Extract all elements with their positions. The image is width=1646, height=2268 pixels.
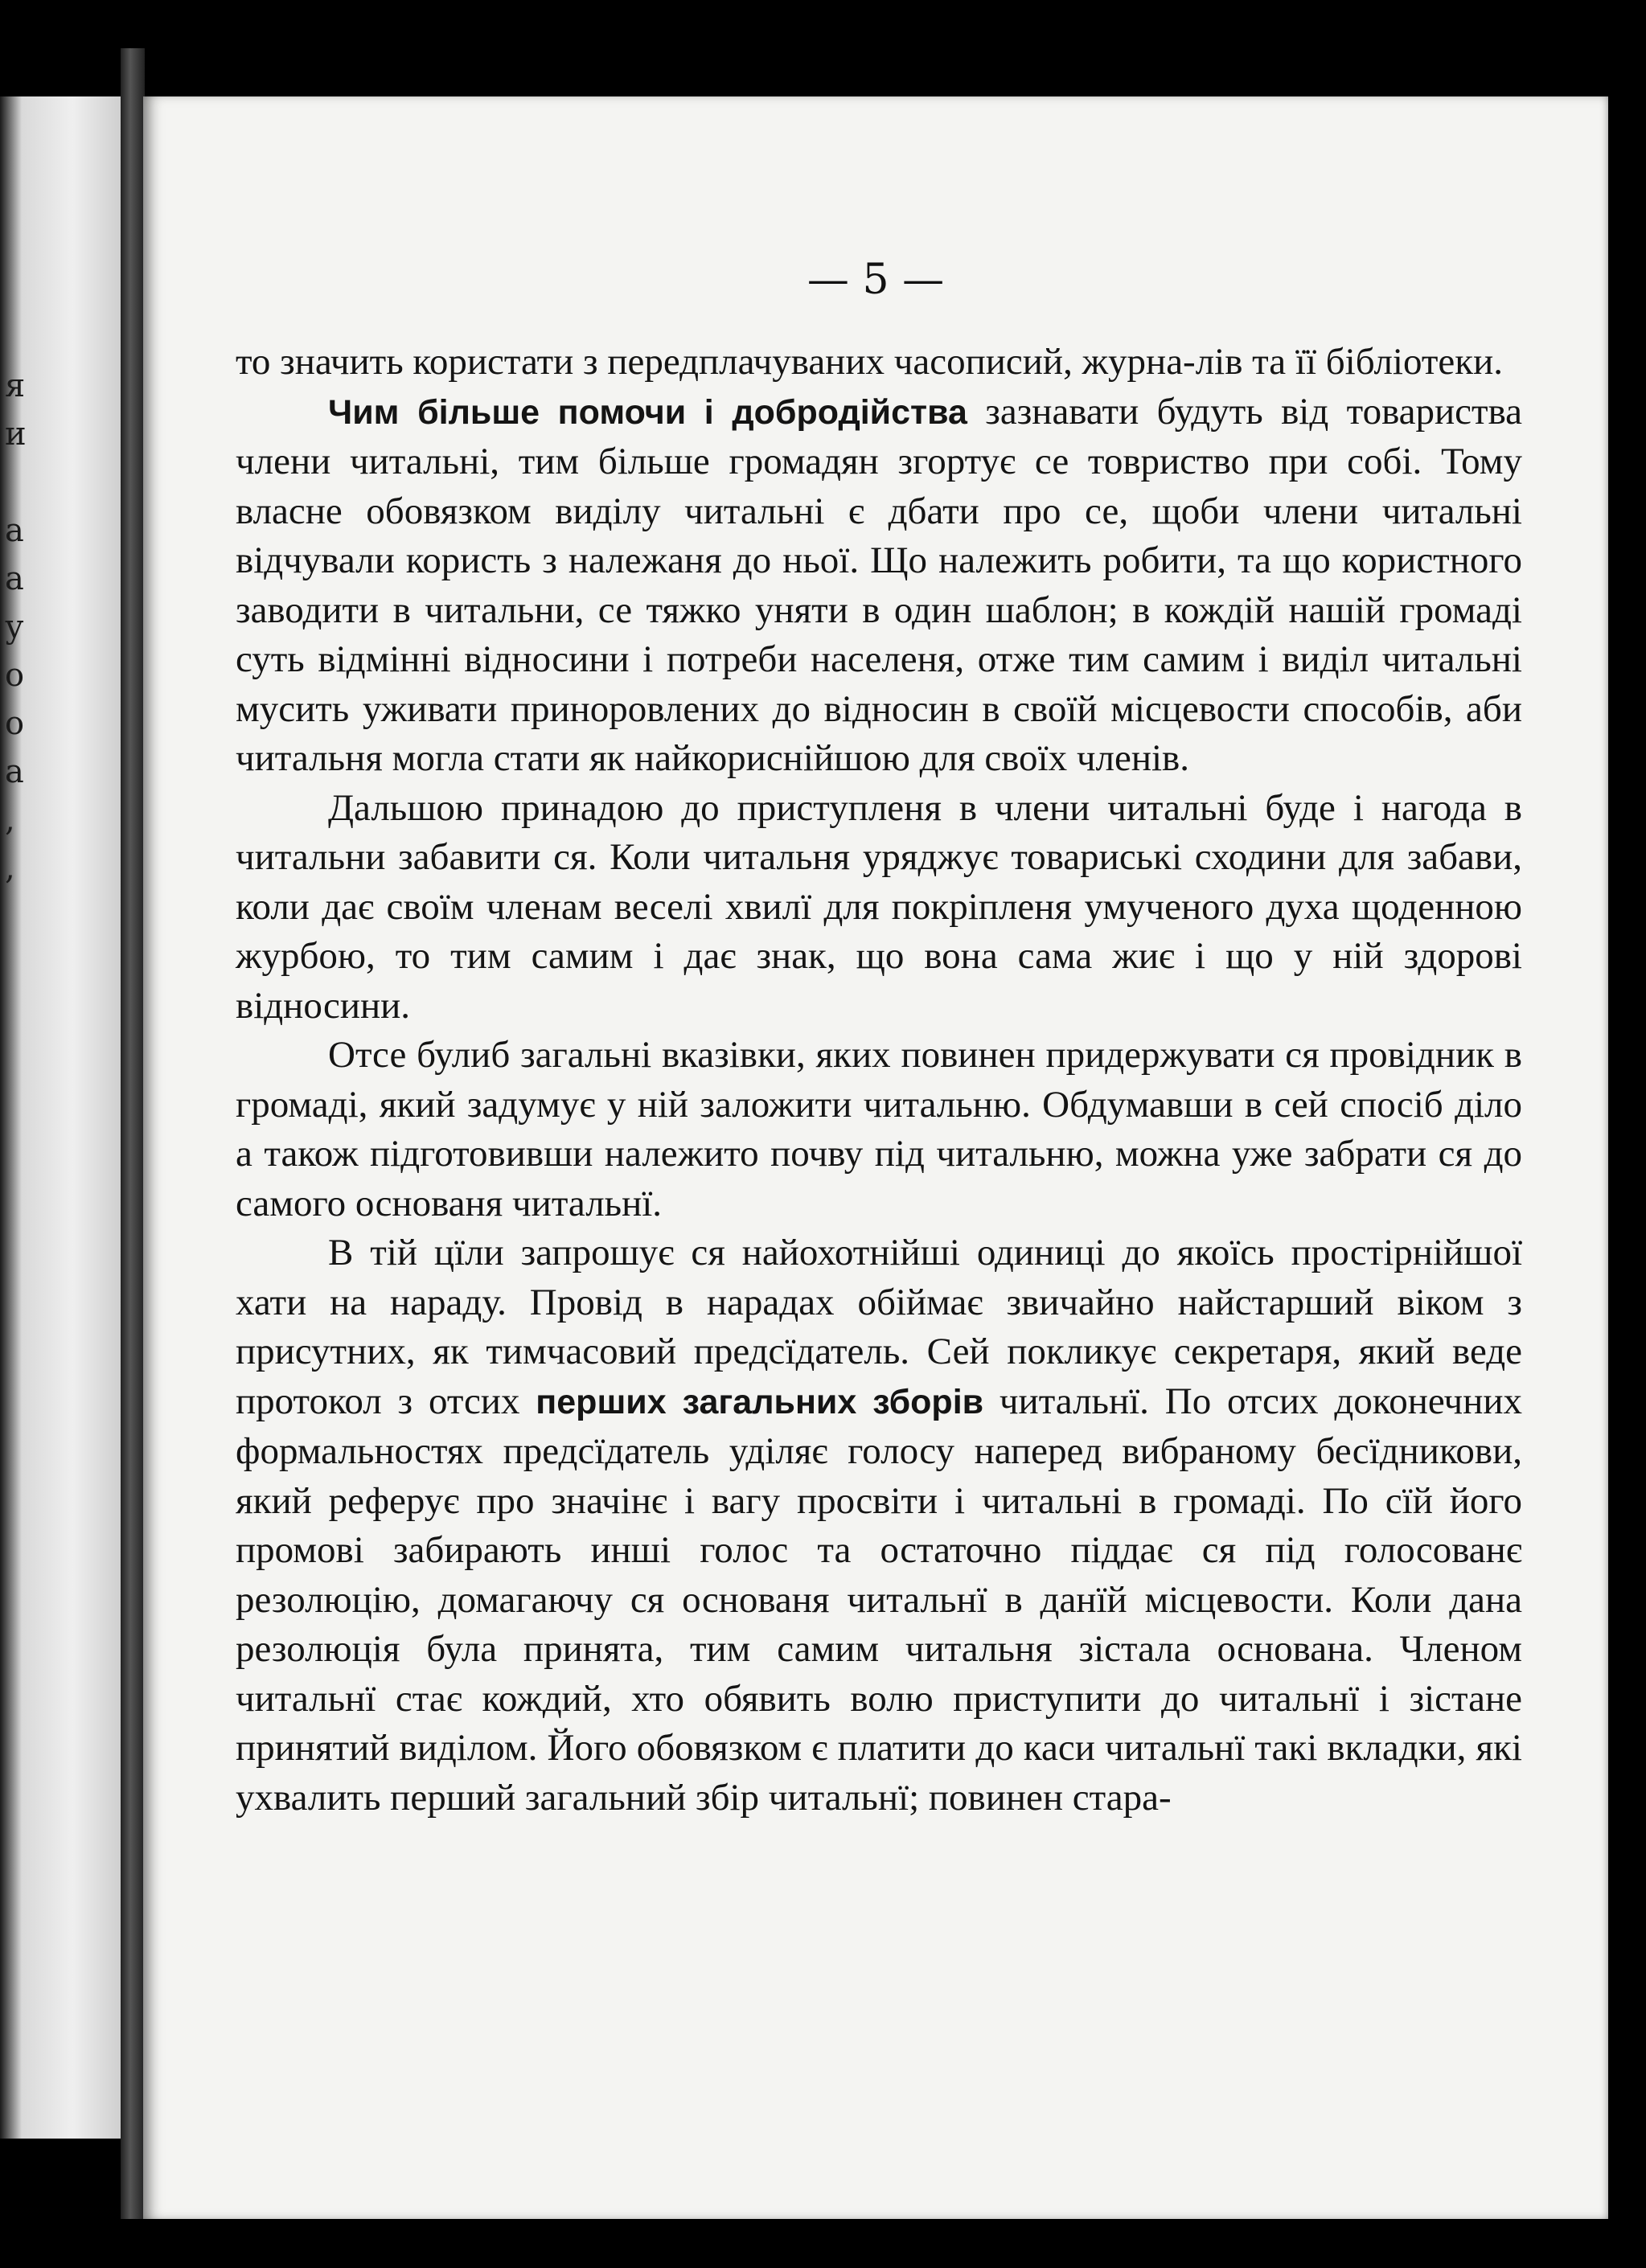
text-segment: то значить користати з передплачуваних часописий, журна-лів та її бібліотеки. — [236, 341, 1503, 383]
paragraph-2 — [236, 388, 1522, 784]
margin-fragment: и — [5, 416, 27, 453]
text-segment: Отсе булиб загальні вказівки, яких повинен придержувати ся провідник в громаді, який задумує у ній заложити читальню. Обдумавши в сей спосіб діло а також підготовивши належито почву під читальню, можна уже забрати ся до самого основаня читальнї. — [236, 1034, 1522, 1224]
paragraph-4 — [236, 1031, 1522, 1228]
paragraph-1 — [236, 338, 1522, 388]
text-segment: зазнавати будуть від товариства члени читальні, тим більше громадян згортує се товриство при собі. Тому власне обовязком виділу читальні є дбати про се, щоби члени читальні відчували користь з належаня до ньої. Що належить робити, та що користного заводити в читальни, се тяжко уняти в один шаблон; в кождій нашій громаді суть відмінні відносини і потреби населеня, отже тим самим і виділ читальні мусить уживати приноровлених до відносин в своїй місцевости способів, аби читальня могла стати як найкориснійшою для своїх членів. — [236, 390, 1523, 779]
margin-fragment: я — [5, 367, 26, 404]
page-number: — 5 — — [807, 256, 945, 304]
paragraph-3 — [236, 784, 1522, 1031]
margin-fragment: а — [5, 560, 24, 597]
previous-page-edge — [0, 96, 121, 2139]
emphasized-phrase: Чим більше помочи і добродійства — [328, 392, 967, 432]
body-text — [236, 338, 1522, 1823]
text-segment: Дальшою принадою до приступленя в члени читальні буде і нагода в читальни забавити ся. Коли читальня уряджує товариські сходини для забави, коли дає своїм членам веселі хвилї для покріпленя умученого духа щоденною журбою, то тим самим і дає знак, що вона сама жиє і що у ній здорові відносини. — [236, 786, 1522, 1027]
book-page — [143, 96, 1608, 2219]
margin-fragment: а — [5, 512, 24, 549]
margin-fragment: , — [5, 850, 15, 887]
margin-fragment: о — [5, 657, 25, 694]
text-segment: В тій цїли запрошує ся найохотнійші одиниці до якоїсь простірнійшої хати на нараду. Провід в нарадах обіймає звичайно найстарший віком з присутних, як тимчасовий предсїдатель. Сей покликує секретаря, який веде протокол з отсих — [236, 1232, 1522, 1422]
margin-fragment: а — [5, 753, 24, 790]
emphasized-phrase: перших загальних зборів — [536, 1382, 984, 1421]
margin-fragment: , — [5, 802, 15, 839]
margin-fragment: о — [5, 705, 25, 742]
paragraph-5 — [236, 1228, 1522, 1823]
text-segment: читальнї. По отсих доконечних формальностях предсїдатель уділяє голосу наперед вибраному бесїдникови, який реферує про значінє і вагу просвіти і читальні в громаді. По сїй його промові забирають инші голос та остаточно піддає ся під голосованє резолюцію, домагаючу ся основаня читальнї в данїй місцевости. Коли дана резолюція була принята, тим самим читальня зістала основана. Членом читальнї стає кождий, хто обявить волю приступити до читальнї і зістане принятий виділом. Його обовязком є платити до каси читальнї такі вкладки, які ухвалить перший загальний збір читальнї; повинен стара- — [236, 1380, 1522, 1819]
margin-fragment: у — [5, 609, 24, 646]
book-gutter — [121, 48, 145, 2219]
